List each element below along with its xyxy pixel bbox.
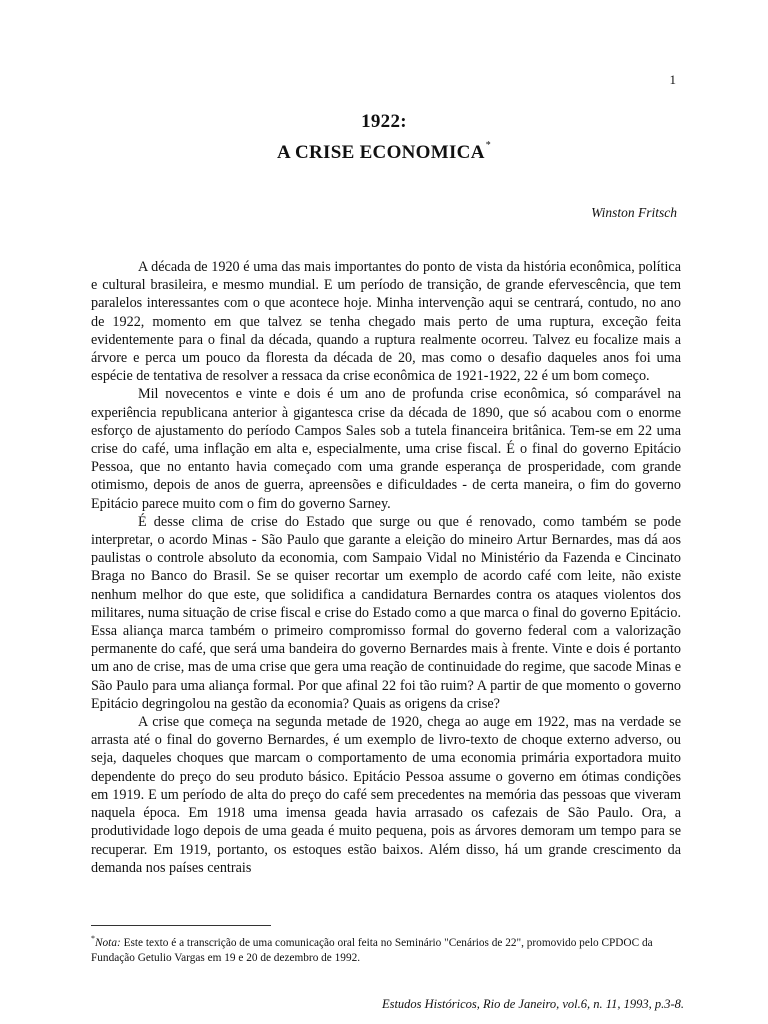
title-main [0, 134, 768, 165]
article-body [91, 258, 681, 877]
author-name: Winston Fritsch [591, 205, 677, 220]
title-text: A CRISE ECONOMICA [276, 142, 485, 163]
title-block [0, 110, 768, 165]
footnote-divider [91, 925, 271, 926]
title-footnote-marker: * [485, 140, 492, 151]
footnote-label: Nota: [95, 937, 121, 949]
page-number: 1 [669, 72, 676, 87]
paragraph-2: Mil novecentos e vinte e dois é um ano de profunda crise econômica, só comparável na experiência republicana anterior à gigantesca crise da década de 1890, que só acabou com o enorme esforço de ajustamento do período Campos Sales sob a tutela financeira britânica. Tem-se em 22 uma crise do café, uma inflação em alta e, especialmente, uma crise fiscal. É o final do governo Epitácio Pessoa, que no entanto havia começado com uma grande esperança de prosperidade, com grande otimismo, depois de anos de guerra, apreensões e dificuldades - de certa maneira, o fim do governo Epitácio parece muito com o fim do governo Sarney. [91, 386, 681, 512]
paragraph-3: É desse clima de crise do Estado que surge ou que é renovado, como também se pode interpretar, o acordo Minas - São Paulo que garante a eleição do mineiro Artur Bernardes, mas dá aos paulistas o controle absoluto da economia, com Sampaio Vidal no Ministério da Fazenda e Cincinato Braga no Banco do Brasil. Se se quiser recortar um exemplo de acordo café com leite, não existe nenhum melhor do que este, que solidifica a candidatura Bernardes contra os ataques violentos dos militares, numa situação de crise fiscal e crise do Estado como a que marca o final do governo Epitácio. Essa aliança marca também o primeiro compromisso formal do governo federal com a valorização permanente do café, que será uma bandeira do governo Bernardes mais à frente. Vinte e dois é portanto um ano de crise, mas de uma crise que gera uma reação de continuidade do regime, que sacode Minas e São Paulo para uma aliança formal. Por que afinal 22 foi tão ruim? A partir de que momento o governo Epitácio degringolou na gestão da economia? Quais as origens da crise? [91, 513, 681, 712]
footnote [91, 931, 691, 966]
footnote-text: Este texto é a transcrição de uma comunicação oral feita no Seminário "Cenários de 22", promovido pelo CPDOC da Fundação Getulio Vargas em 19 e 20 de dezembro de 1992. [91, 937, 653, 964]
title-year: 1922: [361, 111, 407, 132]
paragraph-1: A década de 1920 é uma das mais importantes do ponto de vista da história econômica, política e cultural brasileira, e mesmo mundial. E um período de transição, de grande efervescência, que tem paralelos interessantes com o que acontece hoje. Minha intervenção aqui se centrará, contudo, no ano de 1922, momento em que talvez se tenha chegado mais perto de uma ruptura, exceção feita evidentemente para o final da década, quando a ruptura realmente ocorreu. Talvez eu focalize mais a árvore e perca um pouco da floresta da década de 20, mas como o desafio daqueles anos foi uma espécie de tentativa de resolver a ressaca da crise econômica de 1921-1922, 22 é um bom começo. [91, 259, 681, 385]
journal-reference: Estudos Históricos, Rio de Janeiro, vol.6, n. 11, 1993, p.3-8. [381, 997, 684, 1011]
paragraph-4: A crise que começa na segunda metade de 1920, chega ao auge em 1922, mas na verdade se arrasta até o final do governo Bernardes, é um exemplo de livro-texto de choque externo adverso, ou seja, daqueles choques que marcam o comportamento de uma economia primária exportadora muito dependente do preço do seu produto básico. Epitácio Pessoa assume o governo em ótimas condições em 1919. E um período de alta do preço do café sem precedentes na memória das pessoas que viveram naquela época. Em 1918 uma imensa geada havia arrasado os cafezais de São Paulo. Ora, a produtividade logo depois de uma geada é muito pequena, pois as árvores demoram um tempo para se recuperar. Em 1919, portanto, os estoques estão baixos. Além disso, há um grande crescimento da demanda nos países centrais [91, 714, 681, 876]
footnote-marker: * [91, 934, 95, 943]
